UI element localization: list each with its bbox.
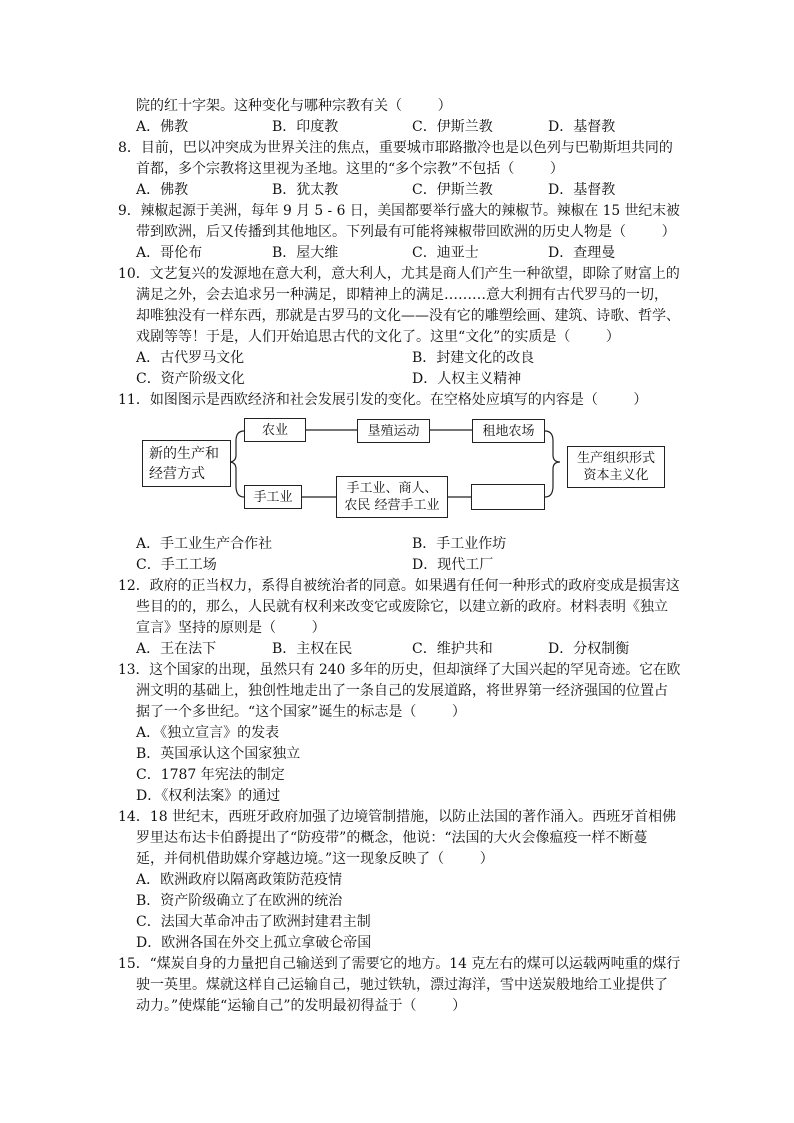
q8-option-a[interactable]: A．佛教 bbox=[136, 182, 189, 198]
q7-option-b[interactable]: B．印度教 bbox=[272, 119, 339, 135]
q9-option-b[interactable]: B．屋大维 bbox=[272, 245, 339, 261]
q11-option-a[interactable]: A．手工业生产合作社 bbox=[136, 536, 273, 552]
q13-stem-line3: 据了一个多世纪。“这个国家”诞生的标志是（ ） bbox=[136, 704, 466, 720]
diagram-box-handicraft-merchants bbox=[336, 476, 448, 518]
q10-stem-line2: 满足之外，会去追求另一种满足，即精神上的满足………意大利拥有古代罗马的一切， bbox=[136, 287, 668, 303]
diagram-box-capitalism bbox=[567, 446, 665, 488]
q10-stem-line1: 10．文艺复兴的发源地在意大利，意大利人，尤其是商人们产生一种欲望，即除了财富上的 bbox=[118, 266, 680, 282]
q15-stem-line3: 动力。”使煤能“运输自己”的发明最初得益于（ ） bbox=[136, 998, 467, 1014]
q9-option-a[interactable]: A．哥伦布 bbox=[136, 245, 203, 261]
diagram-box-capitalism-line2: 资本主义化 bbox=[583, 468, 649, 483]
q7-stem: 院的红十字架。这种变化与哪种宗教有关（ ） bbox=[136, 98, 452, 114]
q14-stem-line2: 罗里达布达卡伯爵提出了“防疫带”的概念，他说：“法国的大火会像瘟疫一样不断蔓 bbox=[136, 830, 648, 846]
q8-line2-rest: 多个宗教将这里视为圣地。这里的“多个宗教”不包括（ ） bbox=[178, 161, 564, 177]
q9-stem-line2: 带到欧洲，后又传播到其他地区。下列最有可能将辣椒带回欧洲的历史人物是（ ） bbox=[136, 224, 676, 240]
q10-stem-line4: 戏剧等等！于是，人们开始追思古代的文化了。这里“文化”的实质是（ ） bbox=[136, 329, 620, 345]
diagram-box-handicraft-merchants-line2: 农民 经营手工业 bbox=[344, 498, 440, 513]
q12-option-b[interactable]: B．主权在民 bbox=[272, 641, 353, 657]
q13-option-a[interactable]: A．《独立宣言》的发表 bbox=[136, 725, 280, 741]
q12-stem-line1: 12．政府的正当权力，系得自被统治者的同意。如果遇有任何一种形式的政府变成是损害这 bbox=[118, 578, 680, 594]
q12-stem-line2: 些目的的，那么，人民就有权利来改变它或废除它，以建立新的政府。材料表明《独立 bbox=[136, 599, 668, 615]
q11-option-b[interactable]: B．手工业作坊 bbox=[412, 536, 507, 552]
q9-stem-line1: 9．辣椒起源于美洲，每年 9 月 5 - 6 日，美国都要举行盛大的辣椒节。辣椒在 15 世纪末被 bbox=[118, 203, 680, 219]
diagram-box-handicraft-merchants-line1: 手工业、商人、 bbox=[346, 481, 438, 496]
diagram-box-leased-farm: 租地农场 bbox=[472, 419, 545, 443]
diagram-box-new-methods-line2: 经营方式 bbox=[149, 465, 205, 482]
q10-option-a[interactable]: A．古代罗马文化 bbox=[136, 350, 245, 366]
q10-stem-line3: 却唯独没有一样东西，那就是古罗马的文化——没有它的雕塑绘画、建筑、诗歌、哲学、 bbox=[136, 308, 680, 324]
q8-option-c[interactable]: C．伊斯兰教 bbox=[412, 182, 493, 198]
q9-option-c[interactable]: C．迪亚士 bbox=[412, 245, 479, 261]
diagram-box-agriculture: 农业 bbox=[244, 418, 306, 442]
q11-option-c[interactable]: C．手工工场 bbox=[136, 557, 217, 573]
q8-stem-line1: 8．目前，巴以冲突成为世界关注的焦点，重要城市耶路撒冷也是以色列与巴勒斯坦共同的 bbox=[118, 140, 673, 156]
right-brace bbox=[545, 431, 560, 497]
q8-option-b[interactable]: B．犹太教 bbox=[272, 182, 339, 198]
q13-stem-line1: 13．这个国家的出现，虽然只有 240 多年的历史，但却演绎了大国兴起的罕见奇迹。它在欧 bbox=[118, 662, 681, 678]
q11-stem: 11．如图图示是西欧经济和社会发展引发的变化。在空格处应填写的内容是（ ） bbox=[118, 392, 648, 408]
q15-stem-line2: 驶一英里。煤就这样自己运输自己，驰过铁轨，漂过海洋，雪中送炭般地给工业提供了 bbox=[136, 977, 668, 993]
diagram-box-handicraft: 手工业 bbox=[244, 485, 302, 509]
q12-option-c[interactable]: C．维护共和 bbox=[412, 641, 493, 657]
left-brace bbox=[229, 431, 244, 497]
q7-option-a[interactable]: A．佛教 bbox=[136, 119, 189, 135]
diagram-box-blank[interactable] bbox=[471, 484, 545, 510]
q14-option-a[interactable]: A．欧洲政府以隔离政策防范疫情 bbox=[136, 872, 343, 888]
diagram-box-capitalism-line1: 生产组织形式 bbox=[576, 451, 655, 466]
q7-option-d[interactable]: D．基督教 bbox=[548, 119, 616, 135]
q8-line2-prefix: 首都， bbox=[136, 161, 178, 177]
q13-option-d[interactable]: D．《权利法案》的通过 bbox=[136, 788, 281, 804]
diagram-box-new-methods-line1: 新的生产和 bbox=[149, 445, 219, 462]
q10-option-b[interactable]: B．封建文化的改良 bbox=[412, 350, 535, 366]
q14-option-d[interactable]: D．欧洲各国在外交上孤立拿破仑帝国 bbox=[136, 935, 372, 951]
q15-stem-line1: 15．“煤炭自身的力量把自己输送到了需要它的地方。14 克左右的煤可以运载两吨重的煤行 bbox=[118, 956, 681, 972]
q14-option-c[interactable]: C．法国大革命冲击了欧洲封建君主制 bbox=[136, 914, 371, 930]
diagram-box-new-methods bbox=[142, 440, 231, 487]
q8-option-d[interactable]: D．基督教 bbox=[548, 182, 616, 198]
q14-stem-line1: 14．18 世纪末，西班牙政府加强了边境管制措施，以防止法国的著作涌入。西班牙首相佛 bbox=[118, 809, 677, 825]
q13-stem-line2: 洲文明的基础上，独创性地走出了一条自己的发展道路，将世界第一经济强国的位置占 bbox=[136, 683, 668, 699]
q12-option-d[interactable]: D．分权制衡 bbox=[548, 641, 630, 657]
q13-option-c[interactable]: C．1787 年宪法的制定 bbox=[136, 767, 285, 783]
q11-option-d[interactable]: D．现代工厂 bbox=[412, 557, 494, 573]
q14-option-b[interactable]: B．资产阶级确立了在欧洲的统治 bbox=[136, 893, 343, 909]
q12-stem-line3: 宣言》坚持的原则是（ ） bbox=[136, 620, 326, 636]
diagram-box-enclosure: 垦殖运动 bbox=[357, 419, 430, 443]
q14-stem-line3: 延，并伺机借助媒介穿越边境。”这一现象反映了（ ） bbox=[136, 851, 494, 867]
q9-option-d[interactable]: D．查理曼 bbox=[548, 245, 616, 261]
q12-option-a[interactable]: A．王在法下 bbox=[136, 641, 217, 657]
q7-option-c[interactable]: C．伊斯兰教 bbox=[412, 119, 493, 135]
q10-option-c[interactable]: C．资产阶级文化 bbox=[136, 371, 245, 387]
q13-option-b[interactable]: B．英国承认这个国家独立 bbox=[136, 746, 301, 762]
q10-option-d[interactable]: D．人权主义精神 bbox=[412, 371, 522, 387]
